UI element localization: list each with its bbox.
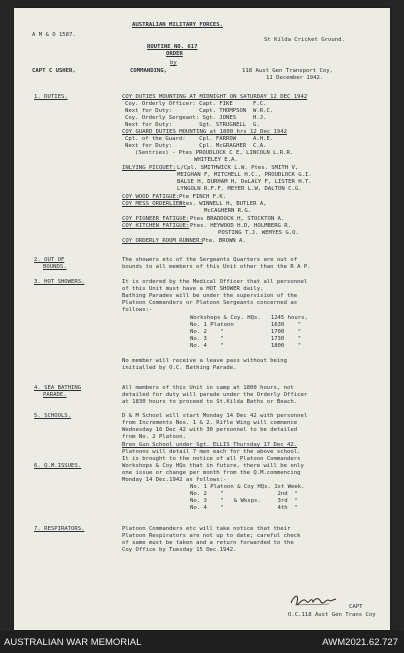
handwritten-signature: [289, 592, 339, 608]
order-line: (Sentries) - Ptes PROUDLOCK C E, LINCOLN L.R.R.: [135, 150, 294, 156]
order-line: Bathing Parades will be under the supervision of the: [122, 293, 298, 299]
order-line: Coy Office by Tuesday 15 Dec.1942.: [122, 547, 237, 553]
order-line: No. 3 " 1730 ": [190, 336, 302, 342]
order-line: Platoon Respirators are not up to date; careful check: [122, 533, 301, 539]
order-line: Platoon Commanders etc will take notice that their: [122, 526, 291, 532]
order-line: No. 1 Platoon 1630 ": [190, 322, 302, 328]
order-line: Coy. Orderly Officer: Capt. FIKE F.C.: [125, 101, 267, 107]
organisation-heading: AUSTRALIAN MILITARY FORCES.: [132, 22, 223, 28]
order-line: of same must be taken and a return forwarded to the: [122, 540, 294, 546]
document-date: 11 December 1942.: [266, 75, 324, 81]
order-line: Monday 14 Dec.1942 as follows:-: [122, 477, 227, 483]
order-line: No member will receive a leave pass without being: [122, 358, 288, 364]
document-reference: A M & O 1587.: [32, 32, 76, 38]
order-line: COY WOOD FATIGUE:: [122, 194, 180, 200]
order-line: COY DUTIES MOUNTING AT MIDNIGHT ON SATURDAY 12 DEC 1942: [122, 94, 308, 100]
order-line: COY ORDERLY ROOM RUNNER:: [122, 238, 203, 244]
order-line: Next for Duty: Sgt. STRUGNELL G.: [125, 122, 260, 128]
order-line: from Increments Nos. 1 & 2. Rifle Wing will commence: [122, 420, 298, 426]
unit-name: 118 Aust Gen Transport Coy,: [242, 68, 333, 74]
order-line: Next for Duty: Capt. THOMPSON W.R.C.: [125, 108, 274, 114]
order-document: [14, 8, 390, 630]
order-line: Coy. Orderly Sergeant: Sgt. JONES H.J.: [125, 115, 267, 121]
order-line: No. 1 Platoon & Coy HQs. 1st Week.: [190, 484, 305, 490]
order-line: COY MESS ORDERLIES:: [122, 201, 186, 207]
order-line: POSTING T.J. WEMYES G.O.: [218, 230, 299, 236]
order-line: 3. HOT SHOWERS.: [34, 279, 85, 285]
order-line: All members of this Unit in camp at 1800 hours, not: [122, 385, 294, 391]
signature-unit: O.C.118 Aust Gen Trans Coy: [288, 612, 376, 618]
order-line: No. 4 " 4th ": [190, 505, 298, 511]
order-line: 5. SCHOOLS.: [34, 413, 72, 419]
order-line: bounds to all members of this Unit other than the R A P.: [122, 264, 311, 270]
order-line: 4. SEA BATHING: [34, 385, 82, 391]
order-line: No. 2 " 1700 ": [190, 329, 302, 335]
order-line: Bren Gun School under Sgt. ELLIS Thursday 17 Dec 42.: [122, 442, 298, 448]
order-line: WHITELEY E.A.: [194, 157, 238, 163]
order-line: INLYING PICQUET:: [122, 165, 176, 171]
order-line: Cpl. of the Guard: Cpl. FARROW A.H.E.: [125, 136, 274, 142]
order-line: L/Cpl. SMITHWICK L.W. Ptes. SMITH V,: [177, 165, 299, 171]
order-line: Workshops & Coy HQs that in future, there will be only: [122, 463, 304, 469]
order-line: Pte FINCH F.K.: [179, 194, 227, 200]
order-line: at 1830 hours to proceed to St.Kilda Baths or Beach.: [122, 399, 298, 405]
order-line: BOUNDS.: [43, 264, 67, 270]
order-line: No. 4 " 1800 ": [190, 343, 302, 349]
order-line: Ptes. WINNELL H, BUTLER A,: [179, 201, 267, 207]
order-line: No. 2 " 2nd ": [190, 491, 298, 497]
order-line: Ptes BRADDOCK H, STOCKTON A.: [190, 216, 285, 222]
order-line: 6. Q.M.ISSUES.: [34, 463, 82, 469]
order-line: LYNGOLN R.F.F. MEYER L.W, DALTON C.G.: [177, 186, 302, 192]
order-line: Next for Duty: Cpl. McGRAGHER C.A.: [125, 143, 267, 149]
archive-item-id: AWM2021.62.727: [322, 637, 398, 648]
commander-name: CAPT C USHER,: [32, 68, 76, 74]
order-line: Platoons will detail 7 men each for the above school.: [122, 449, 301, 455]
order-line: one issue or change per month from the Q.M.commencing: [122, 470, 301, 476]
order-line: D & M School will start Monday 14 Dec 42 with personnel: [122, 413, 308, 419]
order-line: 1. DUTIES.: [34, 94, 68, 100]
order-line: Pte. BROWN A.: [202, 238, 246, 244]
order-line: 7. RESPIRATORS.: [34, 526, 85, 532]
order-line: from No. 2 Platoon.: [122, 434, 186, 440]
order-line: It is brought to the notice of all Platoon Commanders: [122, 456, 301, 462]
order-line: follows:-: [122, 307, 153, 313]
order-heading: ORDER: [166, 51, 183, 57]
order-line: MEIGHAN F, MITCHELL H.C., PROUDLOCK G.I.: [177, 172, 312, 178]
order-line: PARADE.: [43, 392, 67, 398]
order-line: of this Unit must have a HOT SHOWER daily.: [122, 286, 264, 292]
archive-name: AUSTRALIAN WAR MEMORIAL: [4, 637, 142, 648]
order-line: BALSE H, DURHAM H, DeLACY F, LISTER H.T.: [177, 179, 312, 185]
location: St Kilda Cricket Ground.: [264, 37, 345, 43]
order-line: The showers etc of the Sergeants Quarters are out of: [122, 257, 298, 263]
by-label: by: [170, 60, 177, 66]
order-line: McCAGHERN R.G.: [204, 208, 252, 214]
order-line: detailed for duty will parade under the Orderly Officer: [122, 392, 308, 398]
order-line: No. 3 " & Wksps. 3rd ": [190, 498, 298, 504]
order-line: COY GUARD DUTIES MOUNTING at 1800 hrs 12 Dec 1942: [122, 129, 288, 135]
signature-rank: CAPT: [349, 604, 363, 610]
order-line: Wednesday 16 Dec 42 with 30 personnel to be detailed: [122, 427, 298, 433]
order-line: It is ordered by the Medical Officer that all personnel: [122, 279, 308, 285]
routine-number: ROUTINE NO. 617: [147, 44, 198, 50]
archive-footer: [0, 631, 404, 653]
order-line: COY KITCHEN FATIGUE:: [122, 223, 190, 229]
order-line: Platoon Commanders or Platoon Sergeants concerned as: [122, 300, 298, 306]
order-line: Ptes. HEYWOOD H.D, HOLMBERG R.: [190, 223, 292, 229]
commanding-label: COMMANDING,: [130, 68, 168, 74]
order-line: initialled by O.C. Bathing Parade.: [122, 365, 237, 371]
order-line: COY PIONEER FATIGUE:: [122, 216, 190, 222]
order-line: Workshops & Coy. HQs. 1245 hours,: [190, 315, 308, 321]
order-line: 2. OUT OF: [34, 257, 65, 263]
